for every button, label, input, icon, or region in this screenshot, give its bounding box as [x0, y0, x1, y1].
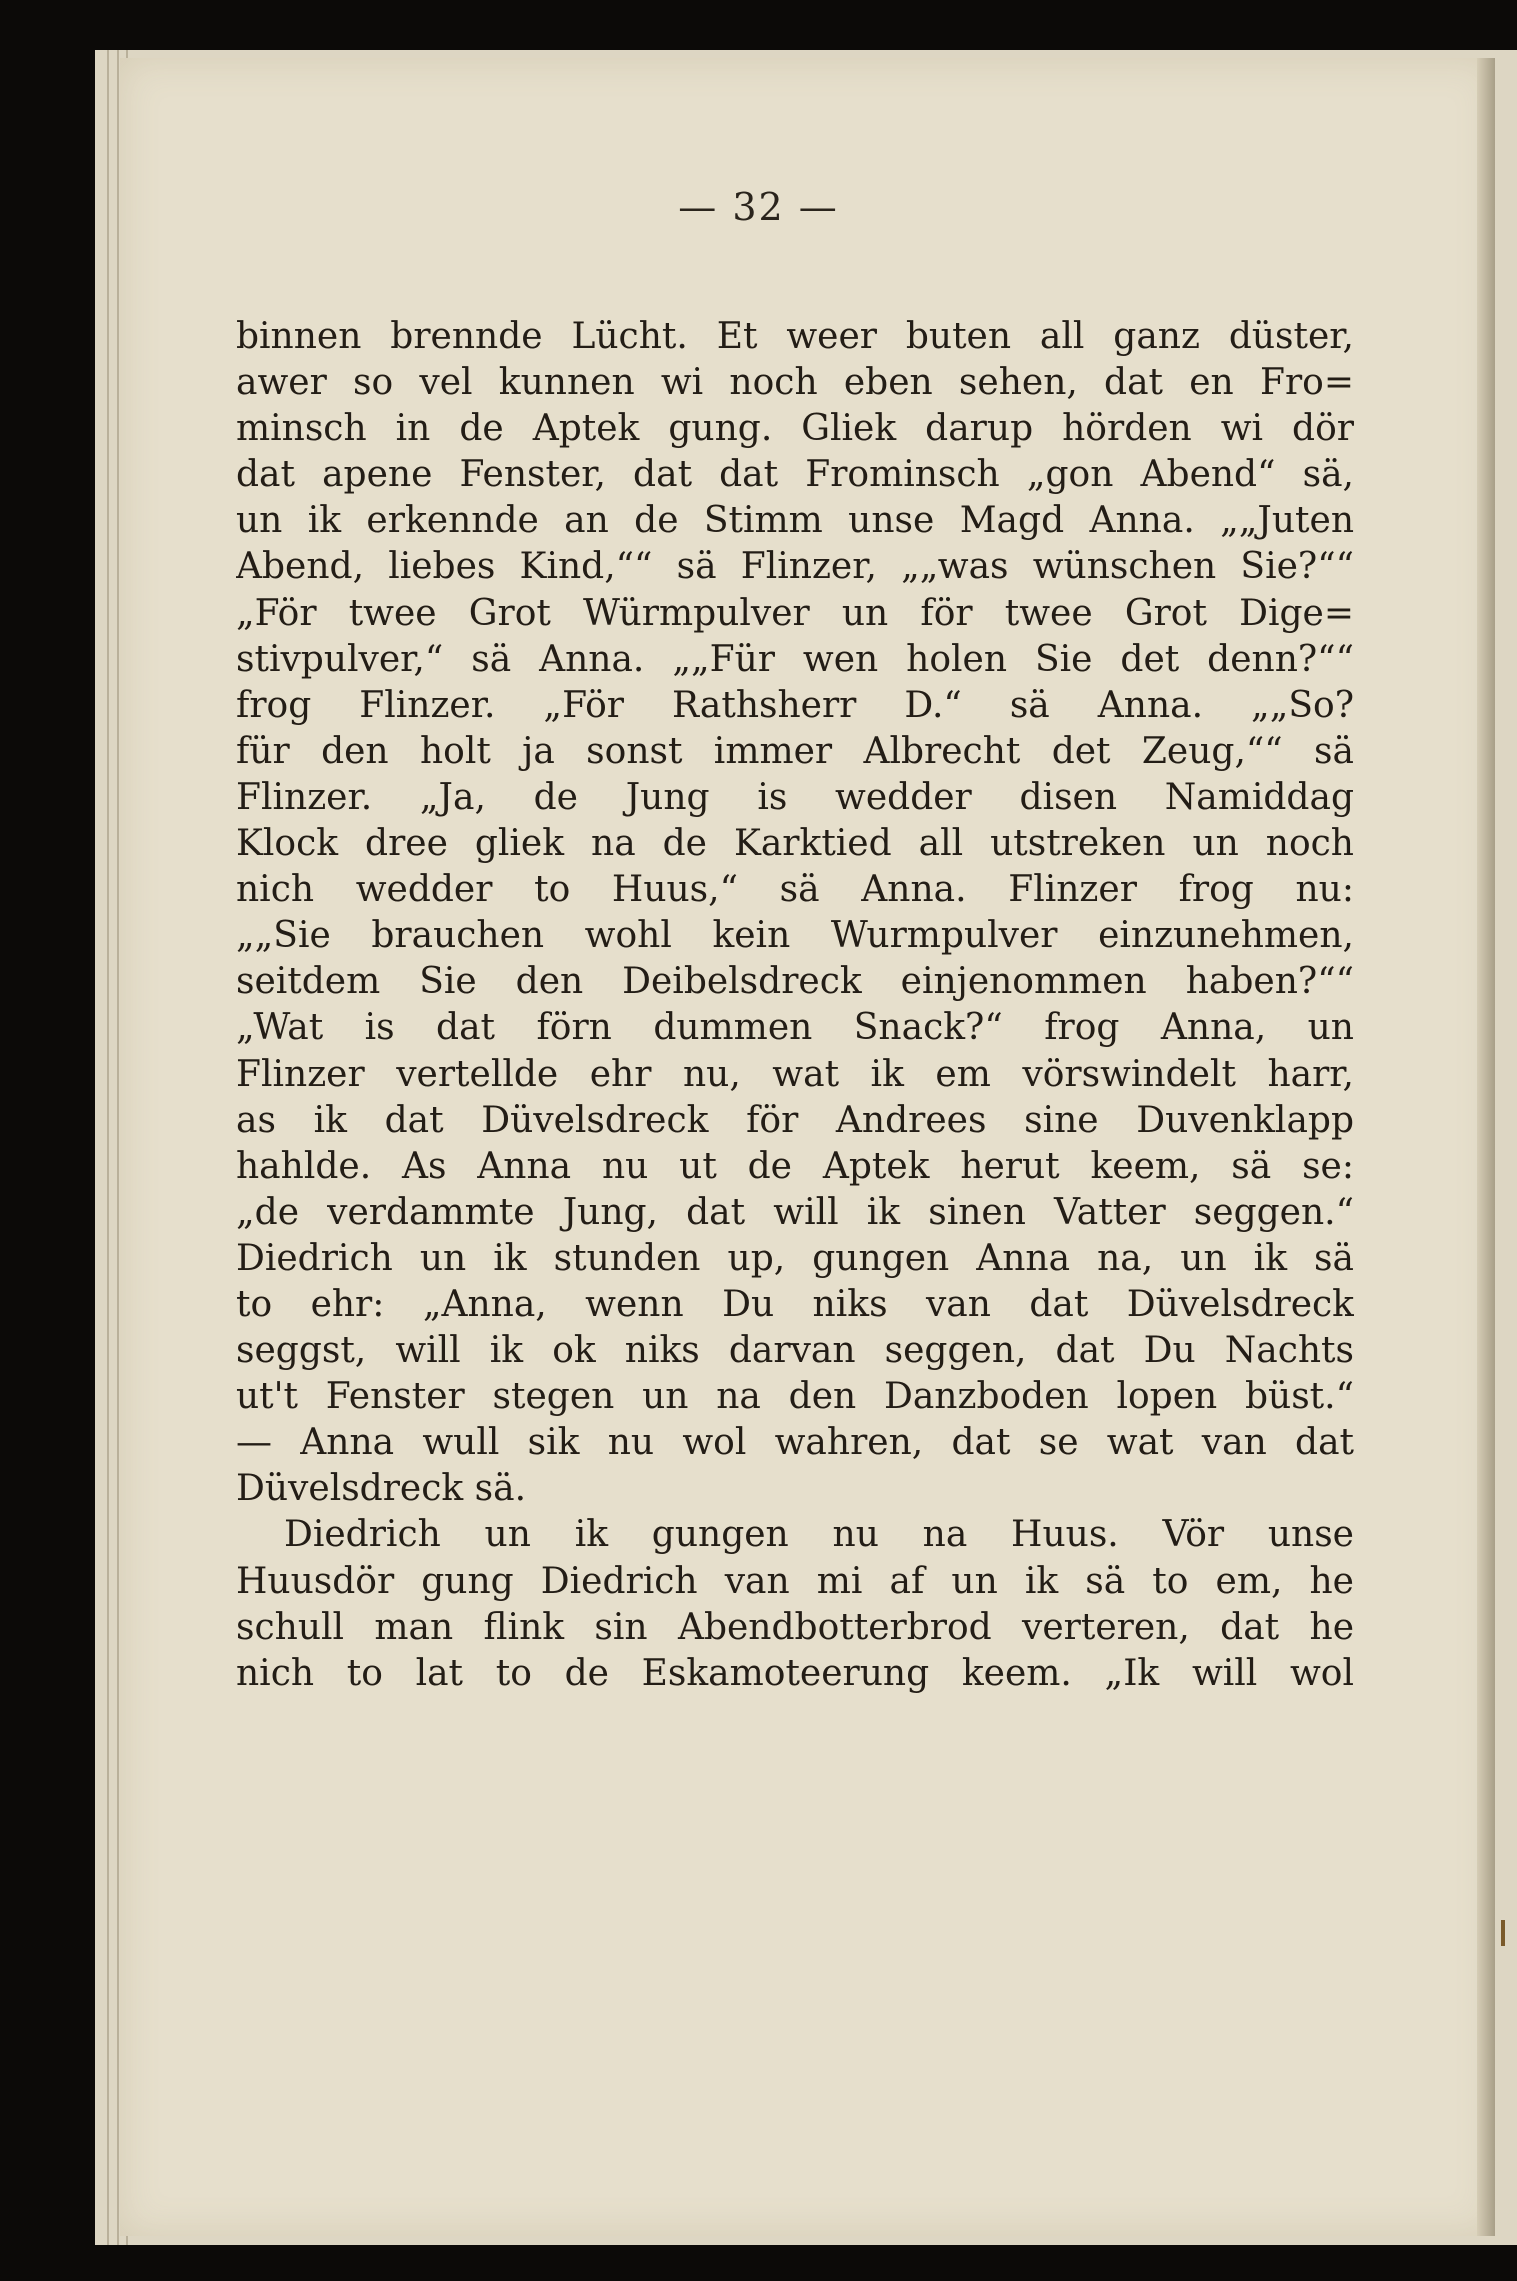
text-line: Flinzer. „Ja, de Jung is wedder disen Namiddag: [236, 776, 1354, 818]
page-edge: [107, 50, 109, 2245]
text-line: für den holt ja sonst immer Albrecht det Zeug,““ sä: [236, 730, 1354, 772]
text-line: nich to lat to de Eskamoteerung keem. „Ik will wol: [236, 1652, 1354, 1694]
text-line: ut't Fenster stegen un na den Danzboden lopen büst.“: [236, 1376, 1354, 1418]
text-line: un ik erkennde an de Stimm unse Magd Anna. „„Juten: [236, 500, 1354, 542]
text-line: Abend, liebes Kind,““ sä Flinzer, „„was wünschen Sie?““: [236, 546, 1354, 588]
text-line: Diedrich un ik gungen nu na Huus. Vör unse: [284, 1514, 1354, 1556]
text-line: dat apene Fenster, dat dat Frominsch „gon Abend“ sä,: [236, 454, 1354, 496]
body-text: [236, 314, 1354, 1697]
page-gutter: [1477, 58, 1495, 2236]
text-line: frog Flinzer. „För Rathsherr D.“ sä Anna. „„So?: [236, 684, 1354, 726]
text-line: — Anna wull sik nu wol wahren, dat se wat van dat: [236, 1422, 1354, 1464]
page-tab-marker: [1501, 1920, 1505, 1946]
text-line: Huusdör gung Diedrich van mi af un ik sä to em, he: [236, 1560, 1354, 1602]
text-line: stivpulver,“ sä Anna. „„Für wen holen Sie det denn?““: [236, 638, 1354, 680]
page-edge: [117, 50, 119, 2245]
text-line: awer so vel kunnen wi noch eben sehen, dat en Fro=: [236, 362, 1354, 404]
text-line: Düvelsdreck sä.: [236, 1468, 527, 1510]
text-line: as ik dat Düvelsdreck för Andrees sine Duvenklapp: [236, 1099, 1354, 1141]
text-line: nich wedder to Huus,“ sä Anna. Flinzer frog nu:: [236, 869, 1354, 911]
text-line: „Wat is dat förn dummen Snack?“ frog Anna, un: [236, 1007, 1354, 1049]
text-line: „För twee Grot Würmpulver un för twee Grot Dige=: [236, 592, 1354, 634]
text-line: „de verdammte Jung, dat will ik sinen Vatter seggen.“: [236, 1191, 1354, 1233]
text-line: to ehr: „Anna, wenn Du niks van dat Düvelsdreck: [236, 1283, 1354, 1325]
text-line: Diedrich un ik stunden up, gungen Anna na, un ik sä: [236, 1237, 1354, 1279]
text-line: minsch in de Aptek gung. Gliek darup hörden wi dör: [236, 408, 1354, 450]
page-number: — 32 —: [678, 185, 839, 229]
text-line: hahlde. As Anna nu ut de Aptek herut keem, sä se:: [236, 1145, 1354, 1187]
text-line: seitdem Sie den Deibelsdreck einjenommen haben?““: [236, 961, 1354, 1003]
text-line: binnen brennde Lücht. Et weer buten all ganz düster,: [236, 316, 1354, 357]
text-line: schull man flink sin Abendbotterbrod verteren, dat he: [236, 1606, 1354, 1648]
text-line: „„Sie brauchen wohl kein Wurmpulver einzunehmen,: [236, 915, 1354, 957]
text-line: Flinzer vertellde ehr nu, wat ik em vörswindelt harr,: [236, 1053, 1354, 1095]
text-line: seggst, will ik ok niks darvan seggen, dat Du Nachts: [236, 1330, 1354, 1372]
text-line: Klock dree gliek na de Karktied all utstreken un noch: [236, 823, 1354, 865]
